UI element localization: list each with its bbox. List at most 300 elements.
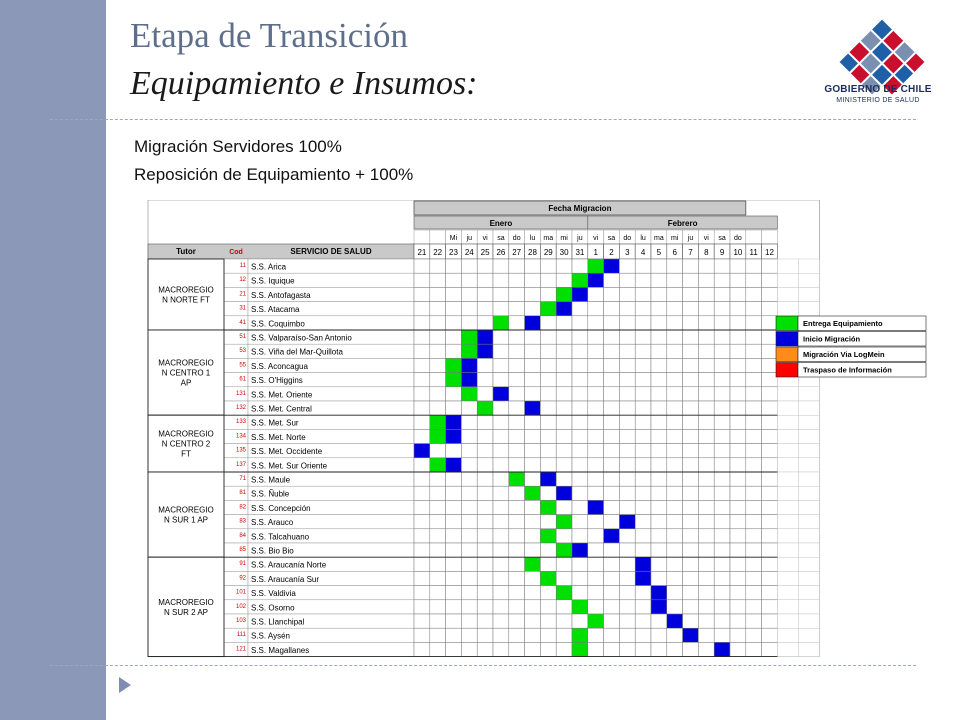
extra-cell <box>777 302 798 316</box>
grid-cell <box>446 600 462 614</box>
grid-cell <box>540 259 556 273</box>
grid-cell <box>525 344 541 358</box>
tutor-group-label: N CENTRO 2 <box>161 439 211 449</box>
row-servicio: S.S. Maule <box>251 475 291 485</box>
grid-cell <box>667 571 683 585</box>
weekday-label: vi <box>482 235 488 242</box>
grid-cell <box>698 543 714 557</box>
grid-cell <box>572 500 588 514</box>
weekday-label: mi <box>560 235 568 242</box>
grid-cell <box>477 302 493 316</box>
inicio-mark <box>651 586 667 600</box>
entrega-mark <box>461 387 477 401</box>
entrega-mark <box>572 628 588 642</box>
extra-cell <box>798 614 819 628</box>
grid-cell <box>572 373 588 387</box>
inicio-mark <box>683 628 699 642</box>
grid-cell <box>572 557 588 571</box>
weekday-label: sa <box>607 235 616 242</box>
grid-cell <box>746 472 762 486</box>
tutor-group-cell <box>148 259 224 330</box>
inicio-mark <box>477 330 493 344</box>
entrega-mark <box>461 330 477 344</box>
grid-cell <box>698 571 714 585</box>
extra-cell <box>798 557 819 571</box>
grid-cell <box>698 401 714 415</box>
grid-cell <box>714 330 730 344</box>
grid-cell <box>572 515 588 529</box>
grid-cell <box>667 401 683 415</box>
grid-cell <box>572 358 588 372</box>
grid-cell <box>683 571 699 585</box>
legend-label: Migración Via LogMein <box>803 350 885 359</box>
weekday-label: mi <box>671 235 679 242</box>
grid-cell <box>698 642 714 656</box>
grid-cell <box>762 557 778 571</box>
grid-cell <box>477 529 493 543</box>
grid-cell <box>635 387 651 401</box>
inicio-mark <box>588 273 604 287</box>
grid-cell <box>698 344 714 358</box>
grid-cell <box>525 543 541 557</box>
grid-cell <box>635 529 651 543</box>
grid-cell <box>588 401 604 415</box>
grid-cell <box>746 401 762 415</box>
grid-cell <box>430 628 446 642</box>
grid-cell <box>430 586 446 600</box>
row-servicio: S.S. Atacama <box>251 305 300 315</box>
grid-cell <box>714 543 730 557</box>
weekday-label: lu <box>640 235 646 242</box>
grid-cell <box>619 600 635 614</box>
grid-cell <box>619 571 635 585</box>
grid-cell <box>762 302 778 316</box>
bottom-divider <box>50 665 916 666</box>
grid-cell <box>698 557 714 571</box>
grid-cell <box>509 344 525 358</box>
grid-cell <box>414 358 430 372</box>
grid-cell <box>762 628 778 642</box>
grid-cell <box>667 302 683 316</box>
grid-cell <box>619 472 635 486</box>
grid-cell <box>762 259 778 273</box>
entrega-mark <box>509 472 525 486</box>
entrega-mark <box>446 373 462 387</box>
grid-cell <box>619 614 635 628</box>
slide-arrow-icon <box>118 676 132 694</box>
month-label: Enero <box>489 219 513 228</box>
grid-cell <box>746 316 762 330</box>
grid-cell <box>446 515 462 529</box>
grid-cell <box>698 387 714 401</box>
grid-cell <box>493 415 509 429</box>
extra-cell <box>798 600 819 614</box>
grid-cell <box>714 302 730 316</box>
extra-cell <box>777 515 798 529</box>
grid-cell <box>477 444 493 458</box>
grid-cell <box>683 330 699 344</box>
grid-cell <box>762 387 778 401</box>
grid-cell <box>461 586 477 600</box>
day-label: 27 <box>512 248 522 257</box>
grid-cell <box>619 358 635 372</box>
inicio-mark <box>414 444 430 458</box>
grid-cell <box>509 628 525 642</box>
extra-cell <box>798 287 819 301</box>
row-cod: 121 <box>235 646 246 653</box>
grid-cell <box>714 614 730 628</box>
grid-cell <box>540 642 556 656</box>
grid-cell <box>604 500 620 514</box>
extra-cell <box>798 302 819 316</box>
grid-cell <box>540 444 556 458</box>
weekday-label: ma <box>654 235 664 242</box>
grid-cell <box>588 429 604 443</box>
grid-cell <box>746 344 762 358</box>
grid-cell <box>604 316 620 330</box>
grid-cell <box>493 586 509 600</box>
grid-cell <box>619 500 635 514</box>
grid-cell <box>461 458 477 472</box>
grid-cell <box>509 316 525 330</box>
grid-cell <box>414 259 430 273</box>
grid-cell <box>556 642 572 656</box>
day-label: 9 <box>719 248 725 257</box>
grid-cell <box>525 586 541 600</box>
weekday-label: do <box>734 235 742 242</box>
row-cod: 82 <box>239 504 246 511</box>
grid-cell <box>651 557 667 571</box>
grid-cell <box>414 515 430 529</box>
grid-cell <box>604 358 620 372</box>
grid-cell <box>525 373 541 387</box>
grid-cell <box>493 571 509 585</box>
grid-cell <box>730 515 746 529</box>
grid-cell <box>588 387 604 401</box>
grid-cell <box>446 543 462 557</box>
grid-cell <box>619 444 635 458</box>
grid-cell <box>430 515 446 529</box>
grid-cell <box>619 287 635 301</box>
grid-cell <box>683 259 699 273</box>
grid-cell <box>635 472 651 486</box>
grid-cell <box>572 429 588 443</box>
inicio-mark <box>525 316 541 330</box>
grid-cell <box>493 358 509 372</box>
row-cod: 53 <box>239 348 246 355</box>
grid-cell <box>461 302 477 316</box>
day-label: 28 <box>528 248 537 257</box>
grid-cell <box>540 458 556 472</box>
grid-cell <box>588 543 604 557</box>
row-cod: 103 <box>235 618 246 624</box>
grid-cell <box>461 642 477 656</box>
weekday-cell <box>746 230 762 244</box>
grid-cell <box>714 358 730 372</box>
grid-cell <box>493 614 509 628</box>
grid-cell <box>714 429 730 443</box>
grid-cell <box>493 330 509 344</box>
extra-cell <box>777 273 798 287</box>
grid-cell <box>572 415 588 429</box>
grid-cell <box>477 515 493 529</box>
grid-cell <box>667 458 683 472</box>
grid-cell <box>604 387 620 401</box>
grid-cell <box>556 472 572 486</box>
grid-cell <box>730 571 746 585</box>
grid-cell <box>635 330 651 344</box>
grid-cell <box>525 358 541 372</box>
grid-cell <box>746 429 762 443</box>
grid-cell <box>730 472 746 486</box>
slide-subtitle: Equipamiento e Insumos: <box>130 65 478 102</box>
grid-cell <box>667 500 683 514</box>
grid-cell <box>619 373 635 387</box>
tutor-group-label: N SUR 2 AP <box>163 607 209 617</box>
grid-cell <box>430 472 446 486</box>
grid-cell <box>525 287 541 301</box>
grid-cell <box>619 429 635 443</box>
grid-cell <box>698 373 714 387</box>
grid-cell <box>493 259 509 273</box>
tutor-group-label: MACROREGIO <box>158 597 214 607</box>
extra-cell <box>777 486 798 500</box>
grid-cell <box>556 557 572 571</box>
grid-cell <box>430 614 446 628</box>
grid-cell <box>698 586 714 600</box>
grid-cell <box>619 401 635 415</box>
grid-cell <box>651 642 667 656</box>
grid-cell <box>746 628 762 642</box>
grid-cell <box>730 316 746 330</box>
grid-cell <box>414 330 430 344</box>
grid-cell <box>667 330 683 344</box>
grid-cell <box>651 472 667 486</box>
grid-cell <box>730 642 746 656</box>
grid-cell <box>714 344 730 358</box>
grid-cell <box>746 571 762 585</box>
grid-cell <box>635 358 651 372</box>
grid-cell <box>683 429 699 443</box>
grid-cell <box>430 642 446 656</box>
grid-cell <box>651 458 667 472</box>
entrega-mark <box>572 642 588 656</box>
grid-cell <box>762 486 778 500</box>
entrega-mark <box>556 586 572 600</box>
fecha-header: Fecha Migracion <box>548 204 612 213</box>
grid-cell <box>477 287 493 301</box>
grid-cell <box>572 387 588 401</box>
grid-cell <box>540 586 556 600</box>
extra-cell <box>777 543 798 557</box>
grid-cell <box>667 259 683 273</box>
row-cod: 31 <box>239 305 246 312</box>
grid-cell <box>556 628 572 642</box>
day-label: 2 <box>609 248 614 257</box>
grid-cell <box>446 628 462 642</box>
grid-cell <box>525 472 541 486</box>
grid-cell <box>667 344 683 358</box>
grid-cell <box>477 628 493 642</box>
grid-cell <box>746 330 762 344</box>
grid-cell <box>714 287 730 301</box>
grid-cell <box>540 415 556 429</box>
row-cod: 55 <box>239 362 246 369</box>
weekday-label: do <box>623 235 632 242</box>
entrega-mark <box>556 287 572 301</box>
inicio-mark <box>667 614 683 628</box>
row-cod: 92 <box>239 575 246 582</box>
inicio-mark <box>635 571 651 585</box>
extra-cell <box>777 415 798 429</box>
header-servicio: SERVICIO DE SALUD <box>290 247 372 256</box>
grid-cell <box>493 472 509 486</box>
grid-cell <box>683 614 699 628</box>
grid-cell <box>651 373 667 387</box>
grid-cell <box>493 486 509 500</box>
grid-cell <box>525 273 541 287</box>
grid-cell <box>461 259 477 273</box>
grid-cell <box>651 429 667 443</box>
grid-cell <box>762 273 778 287</box>
entrega-mark <box>540 500 556 514</box>
grid-cell <box>635 628 651 642</box>
inicio-mark <box>461 358 477 372</box>
month-label: Febrero <box>667 219 698 228</box>
grid-cell <box>588 529 604 543</box>
grid-cell <box>509 600 525 614</box>
grid-cell <box>714 387 730 401</box>
grid-cell <box>461 600 477 614</box>
day-label: 1 <box>593 248 598 257</box>
inicio-mark <box>604 259 620 273</box>
grid-cell <box>540 344 556 358</box>
legend-label: Entrega Equipamiento <box>803 319 883 328</box>
grid-cell <box>525 259 541 273</box>
grid-cell <box>730 458 746 472</box>
grid-cell <box>477 586 493 600</box>
row-servicio: S.S. O'Higgins <box>251 376 303 386</box>
grid-cell <box>493 401 509 415</box>
grid-cell <box>525 529 541 543</box>
grid-cell <box>525 415 541 429</box>
grid-cell <box>667 515 683 529</box>
entrega-mark <box>556 543 572 557</box>
grid-cell <box>477 259 493 273</box>
grid-cell <box>619 543 635 557</box>
grid-cell <box>730 557 746 571</box>
grid-cell <box>446 642 462 656</box>
grid-cell <box>509 571 525 585</box>
grid-cell <box>572 529 588 543</box>
row-servicio: S.S. Met. Occidente <box>251 447 323 457</box>
row-servicio: S.S. Aconcagua <box>251 361 308 371</box>
grid-cell <box>414 273 430 287</box>
row-servicio: S.S. Llanchipal <box>251 617 305 627</box>
grid-cell <box>477 500 493 514</box>
grid-cell <box>509 330 525 344</box>
grid-cell <box>714 600 730 614</box>
day-label: 21 <box>417 248 427 257</box>
extra-cell <box>777 642 798 656</box>
inicio-mark <box>714 642 730 656</box>
grid-cell <box>493 557 509 571</box>
grid-cell <box>651 543 667 557</box>
weekday-label: sa <box>718 235 726 242</box>
row-cod: 133 <box>235 419 246 426</box>
grid-cell <box>714 628 730 642</box>
grid-cell <box>604 486 620 500</box>
day-label: 23 <box>449 248 458 257</box>
extra-cell <box>798 401 819 415</box>
inicio-mark <box>477 344 493 358</box>
grid-cell <box>683 586 699 600</box>
extra-cell <box>798 642 819 656</box>
grid-cell <box>762 429 778 443</box>
entrega-mark <box>572 600 588 614</box>
grid-cell <box>556 415 572 429</box>
grid-cell <box>635 500 651 514</box>
grid-cell <box>683 358 699 372</box>
extra-cell <box>798 571 819 585</box>
grid-cell <box>604 543 620 557</box>
grid-cell <box>588 571 604 585</box>
day-label: 22 <box>433 248 443 257</box>
grid-cell <box>604 571 620 585</box>
grid-cell <box>509 486 525 500</box>
row-servicio: S.S. Met. Central <box>251 404 312 414</box>
grid-cell <box>414 557 430 571</box>
grid-cell <box>714 515 730 529</box>
inicio-mark <box>588 500 604 514</box>
entrega-mark <box>540 302 556 316</box>
grid-cell <box>430 486 446 500</box>
grid-cell <box>698 273 714 287</box>
extra-cell <box>777 600 798 614</box>
grid-cell <box>588 642 604 656</box>
extra-cell <box>777 472 798 486</box>
grid-cell <box>540 600 556 614</box>
extra-cell <box>798 387 819 401</box>
grid-cell <box>667 628 683 642</box>
grid-cell <box>698 529 714 543</box>
grid-cell <box>540 614 556 628</box>
grid-cell <box>651 614 667 628</box>
entrega-mark <box>430 415 446 429</box>
inicio-mark <box>572 287 588 301</box>
grid-cell <box>540 628 556 642</box>
grid-cell <box>604 515 620 529</box>
grid-cell <box>730 444 746 458</box>
grid-cell <box>667 387 683 401</box>
grid-cell <box>746 586 762 600</box>
grid-cell <box>619 586 635 600</box>
grid-cell <box>446 316 462 330</box>
grid-cell <box>667 373 683 387</box>
grid-cell <box>683 458 699 472</box>
day-label: 10 <box>733 248 743 257</box>
grid-cell <box>714 458 730 472</box>
grid-cell <box>461 444 477 458</box>
grid-cell <box>762 529 778 543</box>
grid-cell <box>588 316 604 330</box>
grid-cell <box>414 373 430 387</box>
extra-cell <box>798 444 819 458</box>
grid-cell <box>683 401 699 415</box>
grid-cell <box>509 358 525 372</box>
grid-cell <box>714 557 730 571</box>
grid-cell <box>604 444 620 458</box>
